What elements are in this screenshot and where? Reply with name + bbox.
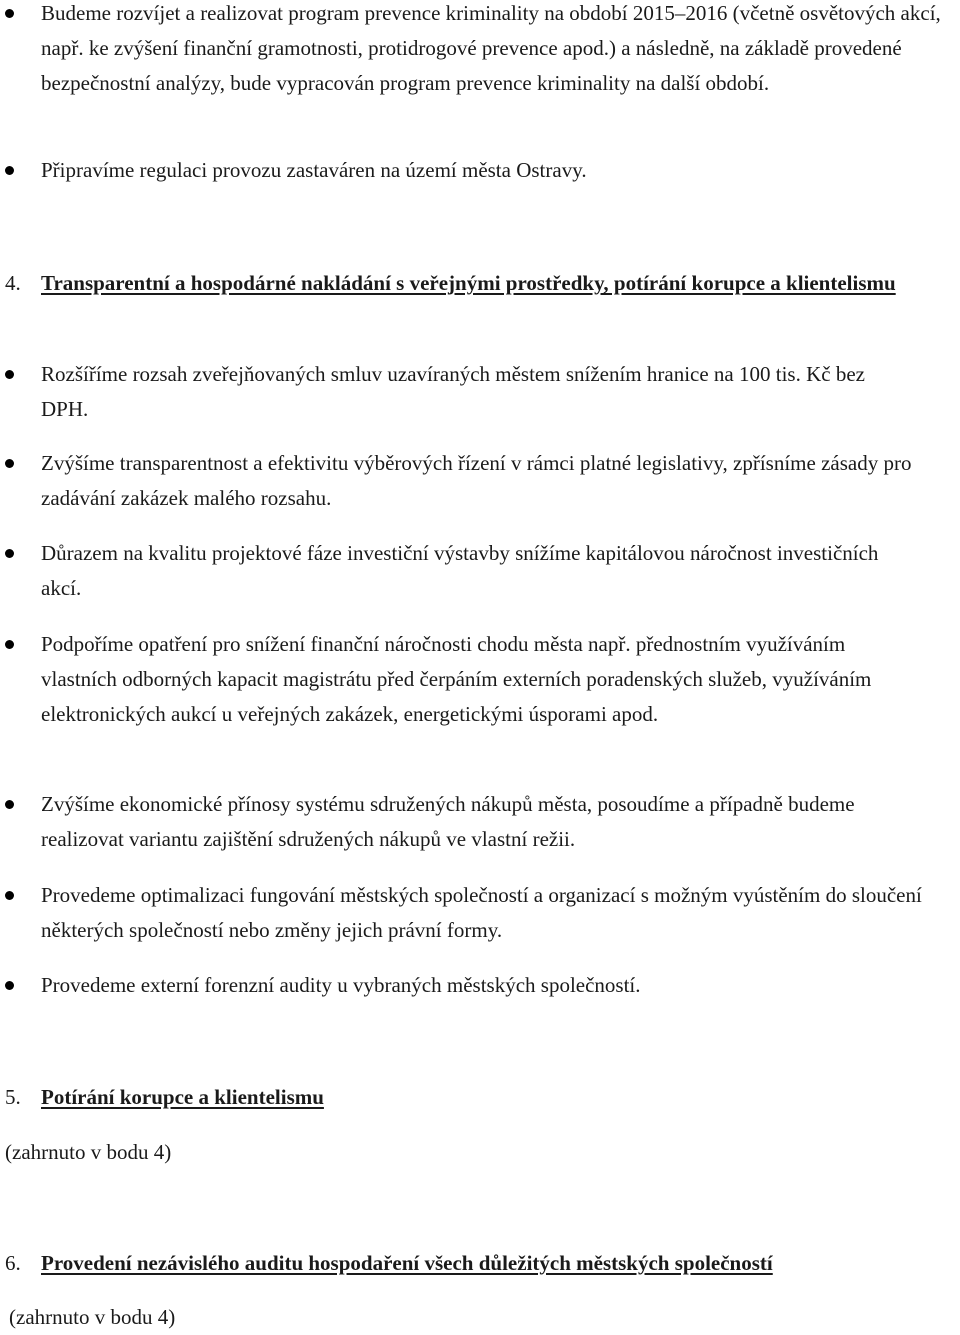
list-item xyxy=(0,787,905,857)
section-number: 6. xyxy=(5,1251,21,1275)
list-item-text: Připravíme regulaci provozu zastaváren na území města Ostravy. xyxy=(41,158,587,182)
section-4-bullets-g xyxy=(0,968,960,1003)
list-item-text: Provedeme externí forenzní audity u vybraných městských společností. xyxy=(41,973,641,997)
list-item-text: Důrazem na kvalitu projektové fáze investiční výstavby snížíme kapitálovou náročnost investičních akcí. xyxy=(41,541,879,600)
bullet-icon xyxy=(5,166,14,175)
section-6-heading xyxy=(0,1246,960,1281)
section-title: Transparentní a hospodárné nakládání s veřejnými prostředky, potírání korupce a klientelismu xyxy=(41,271,896,295)
list-item xyxy=(0,446,925,516)
list-item-text: Rozšíříme rozsah zveřejňovaných smluv uzavíraných městem snížením hranice na 100 tis. Kč bez DPH. xyxy=(41,362,865,421)
list-item xyxy=(0,878,940,948)
list-item xyxy=(0,357,915,427)
section-5-note: (zahrnuto v bodu 4) xyxy=(5,1140,172,1164)
bullet-icon xyxy=(5,459,14,468)
bullet-icon xyxy=(5,370,14,379)
top-bullet-list-2 xyxy=(0,153,960,188)
section-4-bullets-c xyxy=(0,536,905,606)
list-item-text: Budeme rozvíjet a realizovat program prevence kriminality na období 2015–2016 (včetně osvětových akcí, např. ke zvýšení finanční gramotnosti, protidrogové prevence apod.) a následně, na základě provedené bezpečnostní analýzy, bude vypracován program prevence kriminality na další období. xyxy=(41,1,941,95)
section-title: Provedení nezávislého auditu hospodaření všech důležitých městských společností xyxy=(41,1251,773,1275)
list-item xyxy=(0,968,960,1003)
list-item-text: Zvýšíme ekonomické přínosy systému sdružených nákupů města, posoudíme a případně budeme realizovat variantu zajištění sdružených nákupů ve vlastní režii. xyxy=(41,792,855,851)
section-4-bullets-a xyxy=(0,357,915,427)
section-title: Potírání korupce a klientelismu xyxy=(41,1085,324,1109)
section-5-heading xyxy=(0,1080,960,1115)
bullet-icon xyxy=(5,800,14,809)
bullet-icon xyxy=(5,549,14,558)
section-number: 5. xyxy=(5,1085,21,1109)
list-item xyxy=(0,536,905,606)
list-item-text: Zvýšíme transparentnost a efektivitu výběrových řízení v rámci platné legislativy, zpřísníme zásady pro zadávání zakázek malého rozsahu. xyxy=(41,451,912,510)
section-4-heading xyxy=(0,266,921,301)
top-bullet-list xyxy=(0,0,960,101)
section-6-note: (zahrnuto v bodu 4) xyxy=(9,1305,176,1329)
list-item-text: Podpoříme opatření pro snížení finanční náročnosti chodu města např. přednostním využíváním vlastních odborných kapacit magistrátu před čerpáním externích poradenských služeb, využíváním elektronických aukcí u veřejných zakázek, energetickými úsporami apod. xyxy=(41,632,872,726)
list-item xyxy=(0,627,920,732)
list-item-text: Provedeme optimalizaci fungování městských společností a organizací s možným vyústěním do sloučení některých společností nebo změny jejich právní formy. xyxy=(41,883,922,942)
bullet-icon xyxy=(5,640,14,649)
list-item xyxy=(0,153,960,188)
bullet-icon xyxy=(5,9,14,18)
bullet-icon xyxy=(5,891,14,900)
section-4-bullets-b xyxy=(0,446,925,516)
section-4-bullets-d xyxy=(0,627,920,732)
list-item xyxy=(0,0,946,101)
section-number: 4. xyxy=(5,271,21,295)
section-4-bullets-e xyxy=(0,787,905,857)
bullet-icon xyxy=(5,981,14,990)
section-4-bullets-f xyxy=(0,878,940,948)
